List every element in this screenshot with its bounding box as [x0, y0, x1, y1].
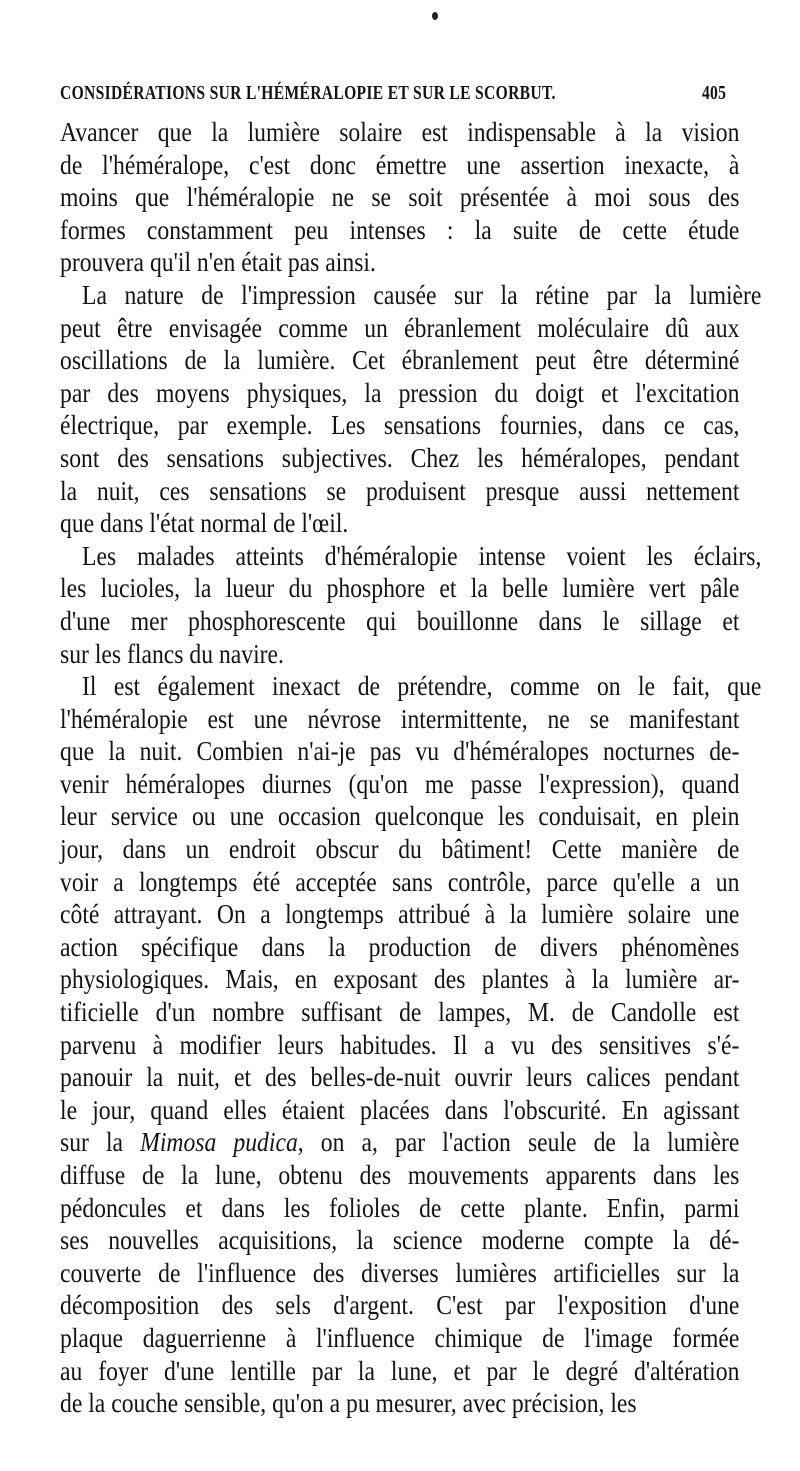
body-text: [60, 116, 762, 1420]
text-line: plaque daguerrienne à l'influence chimique de l'image formée: [60, 1321, 740, 1353]
text-line: moins que l'héméralopie ne se soit présentée à moi sous des: [60, 181, 740, 213]
text-line: Les malades atteints d'héméralopie intense voient les éclairs,: [82, 539, 762, 571]
text-line: formes constamment peu intenses : la suite de cette étude: [60, 213, 740, 245]
running-title: CONSIDÉRATIONS SUR L'HÉMÉRALOPIE ET SUR LE SCORBUT.: [60, 82, 556, 104]
text-line: action spécifique dans la production de divers phénomènes: [60, 930, 740, 962]
text-line: sont des sensations subjectives. Chez les héméralopes, pendant: [60, 441, 740, 473]
text-line: pédoncules et dans les folioles de cette plante. Enfin, parmi: [60, 1191, 740, 1223]
paragraph: [60, 278, 762, 540]
text-line: oscillations de la lumière. Cet ébranlement peut être déterminé: [60, 344, 740, 376]
text-line: sur les flancs du navire.: [60, 637, 284, 669]
paragraph: [60, 539, 762, 670]
text-line: prouvera qu'il n'en était pas ainsi.: [60, 246, 376, 278]
text-line: venir héméralopes diurnes (qu'on me passe l'expression), quand: [60, 767, 740, 799]
text-line: la nuit, ces sensations se produisent presque aussi nettement: [60, 474, 740, 506]
text-line: leur service ou une occasion quelconque les conduisait, en plein: [60, 800, 740, 832]
text-line: l'héméralopie est une névrose intermittente, ne se manifestant: [60, 702, 740, 734]
text-line: couverte de l'influence des diverses lumières artificielles sur la: [60, 1256, 740, 1288]
ink-speck: [432, 12, 438, 20]
text-line: que dans l'état normal de l'œil.: [60, 507, 349, 539]
text-line: jour, dans un endroit obscur du bâtiment! Cette manière de: [60, 833, 740, 865]
text-line: d'une mer phosphorescente qui bouillonne dans le sillage et: [60, 604, 740, 636]
text-line: au foyer d'une lentille par la lune, et par le degré d'altération: [60, 1354, 740, 1386]
text-line: les lucioles, la lueur du phosphore et la belle lumière vert pâle: [60, 572, 740, 604]
text-line: de la couche sensible, qu'on a pu mesurer, avec précision, les: [60, 1387, 637, 1419]
text-line: de l'héméralope, c'est donc émettre une assertion inexacte, à: [60, 148, 740, 180]
text-line: peut être envisagée comme un ébranlement moléculaire dû aux: [60, 311, 740, 343]
text-line: parvenu à modifier leurs habitudes. Il a vu des sensitives s'é-: [60, 1028, 740, 1060]
text-line: que la nuit. Combien n'ai-je pas vu d'héméralopes nocturnes de-: [60, 735, 740, 767]
text-line: tificielle d'un nombre suffisant de lampes, M. de Candolle est: [60, 996, 740, 1028]
text-line: ses nouvelles acquisitions, la science moderne compte la dé-: [60, 1224, 740, 1256]
text-line: panouir la nuit, et des belles-de-nuit ouvrir leurs calices pendant: [60, 1061, 740, 1093]
text-line: physiologiques. Mais, en exposant des plantes à la lumière ar-: [60, 963, 740, 995]
text-line: diffuse de la lune, obtenu des mouvements apparents dans les: [60, 1159, 740, 1190]
text-line: sur la Mimosa pudica, on a, par l'action seule de la lumière: [60, 1126, 740, 1158]
text-line: voir a longtemps été acceptée sans contrôle, parce qu'elle a un: [60, 865, 740, 897]
text-line: Il est également inexact de prétendre, comme on le fait, que: [82, 670, 762, 702]
text-line: Avancer que la lumière solaire est indispensable à la vision: [60, 116, 740, 147]
text-line: le jour, quand elles étaient placées dans l'obscurité. En agissant: [60, 1093, 740, 1125]
paragraph: [60, 670, 762, 1420]
text-line: décomposition des sels d'argent. C'est par l'exposition d'une: [60, 1289, 740, 1321]
running-head: [60, 82, 727, 110]
text-line: La nature de l'impression causée sur la rétine par la lumière: [82, 278, 762, 310]
paragraph: [60, 116, 740, 279]
page-number: 405: [701, 82, 727, 104]
text-line: par des moyens physiques, la pression du doigt et l'excitation: [60, 376, 740, 408]
text-line: électrique, par exemple. Les sensations fournies, dans ce cas,: [60, 409, 740, 441]
text-line: côté attrayant. On a longtemps attribué à la lumière solaire une: [60, 898, 740, 930]
